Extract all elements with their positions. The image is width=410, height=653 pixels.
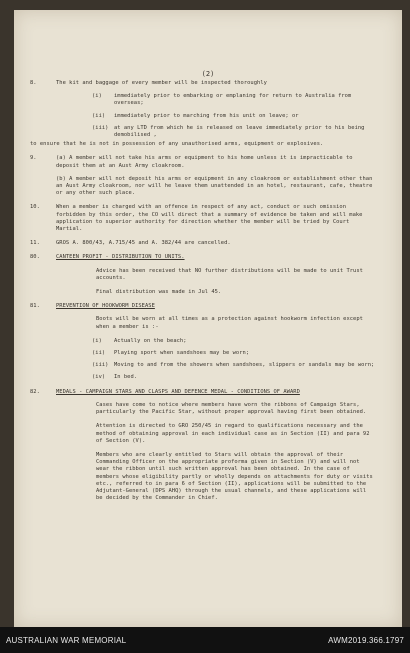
section-number: 82. (30, 388, 40, 395)
section-81 (30, 303, 375, 310)
item-label: (iii) (92, 124, 109, 131)
para-82-3: Members who are clearly entitled to Stars will obtain the approval of their Commanding Officer on the appropriate proforma given in Section (V) and will not wear the ribbon until such written approval has been obtained. In the case of members whose eligibility partly or wholly depends on attachments for duty or visits etc., referred to in para 6 of Section (II), applications will be submitted to the Adjutant-General (DPS AHQ) through the usual channels, and these applications will be decided by the Commander in Chief. (96, 451, 373, 502)
footer-institution: AUSTRALIAN WAR MEMORIAL (6, 635, 127, 645)
item-label: (iv) (92, 374, 106, 381)
list-item (30, 113, 375, 120)
list-item (30, 350, 375, 357)
para-11: GROS A. 800/43, A.715/45 and A. 382/44 are cancelled. (56, 240, 231, 247)
section-heading: MEDALS - CAMPAIGN STARS AND CLASPS AND DEFENCE MEDAL - CONDITIONS OF AWARD (56, 388, 300, 395)
item-label: (iii) (92, 362, 109, 369)
list-item (30, 93, 375, 107)
para-80-2: Final distribution was made in Jul 45. (96, 289, 222, 296)
section-number: 9. (30, 155, 37, 162)
document-body (30, 80, 375, 509)
item-text: Moving to and from the showers when sandshoes, slippers or sandals may be worn; (114, 362, 375, 369)
item-text: immediately prior to marching from his unit on leave; or (114, 112, 299, 119)
item-text: at any LTD from which he is released on leave immediately prior to his being demobilised , (114, 124, 365, 139)
para-9a: (a) A member will not take his arms or equipment to his home unless it is impracticable to deposit them at an Aust Army cloakroom. (56, 155, 353, 169)
list-item (30, 374, 375, 381)
para-82-2: Attention is directed to GRO 250/45 in regard to qualifications necessary and the method of obtaining approval in each individual case as in Section (II) and para 92 of Section (V). (96, 423, 370, 444)
section-8 (30, 80, 375, 87)
item-label: (ii) (92, 350, 106, 357)
section-heading: CANTEEN PROFIT - DISTRIBUTION TO UNITS. (56, 254, 185, 261)
item-text: immediately prior to embarking or emplaning for return to Australia from overseas; (114, 93, 352, 107)
item-text: Actually on the beach; (114, 337, 187, 344)
list-item (30, 125, 375, 139)
item-label: (ii) (92, 112, 106, 119)
para-82-1: Cases have come to notice where members have worn the ribbons of Campaign Stars, particularly the Pacific Star, without proper approval having first been obtained. (96, 401, 367, 416)
section-10 (30, 204, 375, 233)
para-10: When a member is charged with an offence in respect of any act, conduct or such omission forbidden by this order, the CO will direct that a summary of evidence be taken and will make application to superior authority for direction whether the member will be tried by Court Martial. (56, 204, 363, 233)
section-11 (30, 240, 375, 247)
section-number: 81. (30, 303, 40, 310)
section-heading: PREVENTION OF HOOKWORM DISEASE (56, 303, 155, 310)
section-intro: The kit and baggage of every member will be inspected thoroughly (56, 80, 267, 86)
para-80-1: Advice has been received that NO further distributions will be made to unit Trust accounts. (96, 267, 363, 281)
section-number: 8. (30, 80, 37, 86)
section-80 (30, 254, 375, 261)
para-9b: (b) A member will not deposit his arms or equipment in any cloakroom or establishment other than an Aust Army cloakroom, nor will he leave them unattended in an hotel, restaurant, cafe, theatre or any other such place. (56, 175, 373, 197)
item-label: (i) (92, 93, 102, 100)
section-number: 80. (30, 254, 40, 261)
list-item (30, 338, 375, 345)
footer-bar (0, 627, 410, 653)
footer-accession-number: AWM2019.366.1797 (328, 635, 404, 645)
item-label: (i) (92, 337, 102, 344)
item-text: Playing sport when sandshoes may be worn; (114, 350, 250, 357)
para-81-intro: Boots will be worn at all times as a protection against hookworm infection except when a member is :- (96, 316, 363, 330)
section-number: 11. (30, 240, 40, 247)
section-82 (30, 389, 375, 396)
section-number: 10. (30, 204, 40, 211)
section-9 (30, 155, 375, 169)
item-text: In bed. (114, 374, 138, 381)
section-8-close: to ensure that he is not in possession of any unauthorised arms, equipment or explosives. (30, 141, 324, 148)
page-number: (2) (201, 70, 215, 78)
list-item (30, 362, 375, 369)
